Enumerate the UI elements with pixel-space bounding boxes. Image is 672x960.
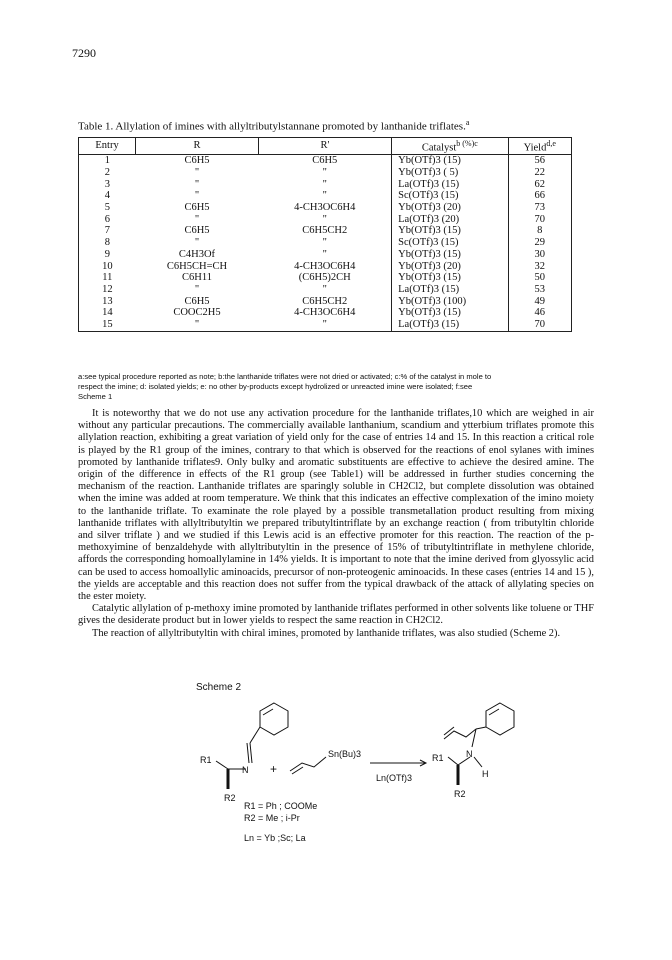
r-prime-cell: " xyxy=(322,248,327,260)
r-prime-cell: 4-CH3OC6H4 xyxy=(294,202,356,214)
page-number: 7290 xyxy=(72,46,96,60)
catalyst-cell: Yb(OTf)3 (20) xyxy=(392,202,508,214)
yield-cell: 22 xyxy=(508,167,572,179)
r-prime-cell: 4-CH3OC6H4 xyxy=(294,307,356,319)
table-row xyxy=(79,261,572,273)
r-cell: COOC2H5 xyxy=(173,307,221,319)
table-row xyxy=(79,167,572,179)
r-cell: " xyxy=(136,319,259,331)
table-row xyxy=(79,155,572,167)
catalyst-cell: Yb(OTf)3 (100) xyxy=(392,296,508,308)
header-catalyst-sup-c: c xyxy=(474,139,478,148)
table-row xyxy=(79,237,572,249)
yield-cell: 30 xyxy=(508,249,572,261)
yield-cell: 73 xyxy=(508,202,572,214)
r-prime-cell: " xyxy=(258,319,391,331)
r-prime-cell: " xyxy=(322,166,327,178)
yield-cell: 56 xyxy=(508,155,572,167)
table-row xyxy=(79,179,572,191)
header-yield-sup: d,e xyxy=(546,139,556,148)
entry-cell: 13 xyxy=(79,296,136,308)
r-prime-cell: C6H5CH2 xyxy=(302,225,348,237)
plus-sign: + xyxy=(270,762,278,776)
r-cell: " xyxy=(194,178,200,190)
entry-cell: 11 xyxy=(79,272,136,284)
product-r1-label: R1 xyxy=(432,753,444,763)
entry-cell: 1 xyxy=(79,155,136,167)
catalyst-cell: Yb(OTf)3 ( 5) xyxy=(392,167,508,179)
yield-cell: 49 xyxy=(508,296,572,308)
paragraph-2: Catalytic allylation of p-methoxy imine promoted by lanthanide triflates performed in other solvents like toluene or THF gives the desiderate product but in lower yields to respect the same reaction in CH2Cl2. xyxy=(78,603,594,627)
yield-cell: 50 xyxy=(508,272,572,284)
table-row xyxy=(79,319,572,331)
r-cell: " xyxy=(194,213,200,225)
table-row xyxy=(79,272,572,284)
table-row xyxy=(79,202,572,214)
entry-cell: 9 xyxy=(79,249,136,261)
r-cell: " xyxy=(194,237,200,249)
imine-r2-label: R2 xyxy=(224,793,236,803)
r-cell: " xyxy=(194,190,200,202)
yield-cell: 70 xyxy=(508,214,572,226)
r-cell: C6H5 xyxy=(184,155,210,167)
paragraph-1: It is noteworthy that we do not use any activation procedure for the lanthanide triflates,10 which are weighed in air without any particular precautions. The commercially available lanthanium, scandium and ytterbium triflates promote this allylation reaction, exhibiting a great variation of yield only for the case of entries 14 and 15. In this reaction a critical role is played by the R1 group of the imines, contrary to that which is observed for the reactions of enol sylanes with imines promoted by lanthanide triflates9. Only bulky and aromatic substituents are effective to achieve the desired amine. The origin of the difference in effects of the R1 group (see Table1) will be addressed in further studies concerning the mechanism of the reaction. Lanthanide triflates are sparingly soluble in CH2Cl2, but complete dissolution was obtained when the imine was added at room temperature. We think that this indicates an effective complexation of the imino moiety to the lanthanide triflate. To examinate the role played by a possible transmetallation product resulting from mixing lanthanide triflates with allyltributyltin we prepared tributyltintriflate by an exchange reaction ( from tributyltin chloride and silver triflate ) and we studied if this Lewis acid is an effective promoter for this reaction. The reaction of the p-methoxyimine of benzaldehyde with allyltributyltin in the presence of 15% of tributyltintriflate in methylene chloride, affords the corresponding homoallylamine in 14% yields. It is important to note that the imine derived from glyossylic acid can be used to access homoallylic aminoacids, precursor of non-proteogenic aminoacids. In these cases (entries 14 and 15 ), the yields are acceptable and this reaction does not suffer from the typical drawback of the attack of allylating species on the ester moiety. xyxy=(78,408,594,603)
entry-cell: 7 xyxy=(79,225,136,237)
r-cell: C6H5 xyxy=(184,202,210,214)
catalyst-label: Ln(OTf)3 xyxy=(376,773,413,783)
entry-cell: 4 xyxy=(79,190,136,202)
scheme-title: Scheme 2 xyxy=(196,682,242,693)
table-row xyxy=(79,249,572,261)
r1-definition: R1 = Ph ; COOMe xyxy=(244,801,318,811)
r-prime-cell: " xyxy=(322,237,327,249)
table-row xyxy=(79,214,572,226)
r-prime-cell: (C6H5)2CH xyxy=(298,272,351,284)
yield-cell: 8 xyxy=(508,225,572,237)
ln-definition: Ln = Yb ;Sc; La xyxy=(244,833,306,843)
yield-cell: 32 xyxy=(508,261,572,273)
catalyst-cell: Sc(OTf)3 (15) xyxy=(392,237,508,249)
catalyst-cell: Yb(OTf)3 (20) xyxy=(392,261,508,273)
product-r2-label: R2 xyxy=(454,789,466,799)
table-row xyxy=(79,296,572,308)
table-body xyxy=(79,155,572,332)
r-prime-cell: C6H5CH2 xyxy=(302,295,348,307)
header-r: R xyxy=(136,138,259,155)
allylation-table xyxy=(78,137,572,332)
phenyl-ring-right xyxy=(486,703,514,735)
catalyst-cell: La(OTf)3 (20) xyxy=(392,214,508,226)
entry-cell: 2 xyxy=(79,167,136,179)
r-prime-cell: " xyxy=(322,213,327,225)
r-cell: C6H5 xyxy=(184,225,210,237)
r-cell: " xyxy=(194,283,200,295)
table-caption-text: Table 1. Allylation of imines with allyltributylstannane promoted by lanthanide triflates. xyxy=(78,120,466,133)
scheme-2-diagram xyxy=(180,695,520,845)
catalyst-cell: Sc(OTf)3 (15) xyxy=(392,190,508,202)
catalyst-cell: La(OTf)3 (15) xyxy=(392,179,508,191)
imine-r1-label: R1 xyxy=(200,755,212,765)
r-cell: C6H5CH=CH xyxy=(166,260,228,272)
r-cell: C6H5 xyxy=(184,295,210,307)
product-h-label: H xyxy=(482,769,489,779)
catalyst-cell: Yb(OTf)3 (15) xyxy=(392,155,508,167)
r2-definition: R2 = Me ; i-Pr xyxy=(244,813,300,823)
catalyst-cell: Yb(OTf)3 (15) xyxy=(392,272,508,284)
paragraph-3: The reaction of allyltributyltin with chiral imines, promoted by lanthanide triflates, was also studied (Scheme 2). xyxy=(92,627,561,639)
catalyst-cell: Yb(OTf)3 (15) xyxy=(392,249,508,261)
yield-cell: 29 xyxy=(508,237,572,249)
entry-cell: 12 xyxy=(79,284,136,296)
table-row xyxy=(79,225,572,237)
header-catalyst-sup: b (%) xyxy=(456,139,475,148)
yield-cell: 46 xyxy=(508,307,572,319)
r-prime-cell: " xyxy=(322,190,327,202)
header-catalyst-label: Catalyst xyxy=(421,142,457,154)
table-footnote: a:see typical procedure reported as note; b:the lanthanide triflates were not dried or activated; c:% of the catalyst in mole to respect the imine; d: isolated yields; e: no other by-products except hydrolized or unreacted imine were isolated; f:see Scheme 1 xyxy=(78,372,492,401)
header-entry: Entry xyxy=(79,138,136,155)
header-yield-label: Yield xyxy=(523,142,547,154)
entry-cell: 14 xyxy=(79,307,136,319)
header-yield xyxy=(508,138,572,155)
yield-cell: 62 xyxy=(508,179,572,191)
table-row xyxy=(79,307,572,319)
catalyst-cell: La(OTf)3 (15) xyxy=(392,319,508,331)
entry-cell: 15 xyxy=(79,319,136,331)
product-n-label: N xyxy=(466,749,473,759)
r-prime-cell: " xyxy=(322,178,327,190)
header-r-prime: R' xyxy=(258,138,391,155)
catalyst-cell: La(OTf)3 (15) xyxy=(392,284,508,296)
entry-cell: 10 xyxy=(79,261,136,273)
entry-cell: 6 xyxy=(79,214,136,226)
r-prime-cell: " xyxy=(322,283,327,295)
catalyst-cell: Yb(OTf)3 (15) xyxy=(392,307,508,319)
header-catalyst xyxy=(392,138,508,155)
table-caption xyxy=(78,118,578,133)
phenyl-ring-left xyxy=(260,703,288,735)
yield-cell: 53 xyxy=(508,284,572,296)
body-text xyxy=(78,408,594,640)
table-row xyxy=(79,284,572,296)
r-cell: " xyxy=(194,166,200,178)
entry-cell: 5 xyxy=(79,202,136,214)
entry-cell: 3 xyxy=(79,179,136,191)
r-cell: C4H3Of xyxy=(178,248,216,260)
r-prime-cell: 4-CH3OC6H4 xyxy=(294,260,356,272)
r-cell: C6H11 xyxy=(182,272,212,284)
table-header-row xyxy=(79,138,572,155)
entry-cell: 8 xyxy=(79,237,136,249)
table-row xyxy=(79,190,572,202)
catalyst-cell: Yb(OTf)3 (15) xyxy=(392,225,508,237)
yield-cell: 70 xyxy=(508,319,572,331)
imine-n-label: N xyxy=(242,765,249,775)
caption-footnote-mark: a xyxy=(465,118,470,127)
stannane-label: Sn(Bu)3 xyxy=(328,749,362,759)
r-prime-cell: C6H5 xyxy=(312,155,338,167)
yield-cell: 66 xyxy=(508,190,572,202)
